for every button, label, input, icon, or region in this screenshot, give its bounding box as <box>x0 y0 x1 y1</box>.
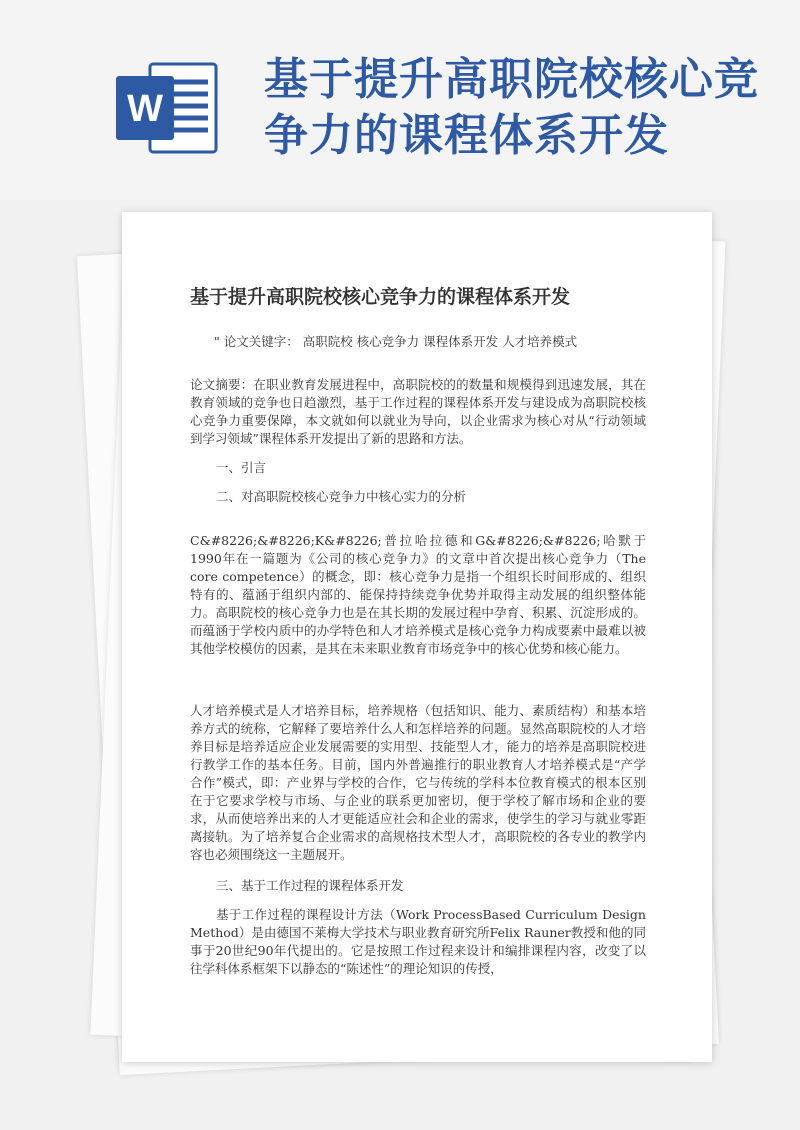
work-process-paragraph: 基于工作过程的课程设计方法（Work ProcessBased Curriculum Design Method）是由德国不莱梅大学技术与职业教育研究所Felix Rauner教授和他的同事于20世纪90年代提出的。它是按照工作过程来设计和编排课程内容，改变了以往学科体系框架下以静态的“陈述性”的理论知识的传授， <box>190 907 646 976</box>
talent-model-paragraph: 人才培养模式是人才培养目标，培养规格（包括知识、能力、素质结构）和基本培养方式的统称，它解释了要培养什么人和怎样培养的问题。显然高职院校的人才培养目标是培养适应企业发展需要的实用型、技能型人才，能力的培养是高职院校进行教学工作的基本任务。目前，国内外普遍推行的职业教育人才培养模式是“产学合作”模式，即：产业界与学校的合作，它与传统的学科本位教育模式的根本区别在于它要求学校与市场、与企业的联系更加密切，便于学校了解市场和企业的要求，从而使培养出来的人才更能适应社会和企业的需求，使学生的学习与就业零距离接轨。为了培养复合企业需求的高规格技术型人才，高职院校的各专业的教学内容也必须围绕这一主题展开。 <box>190 703 646 862</box>
word-document-icon <box>112 58 220 158</box>
keywords-line: " 论文关键字： 高职院校 核心竞争力 课程体系开发 人才培养模式 <box>214 334 578 349</box>
core-competence-paragraph: C&#8226;&#8226;K&#8226;普拉哈拉德和G&#8226;&#8226;哈默于1990年在一篇题为《公司的核心竞争力》的文章中首次提出核心竞争力（The core competence）的概念，即：核心竞争力是指一个组织长时间形成的、组织特有的、蕴涵于组织内部的、能保持持续竞争优势并取得主动发展的组织整体能力。高职院校的核心竞争力也是在其长期的发展过程中孕育、积累、沉淀形成的。而蕴涵于学校内质中的办学特色和人才培养模式是核心竞争力构成要素中最难以被其他学校模仿的因素，是其在未来职业教育市场竞争中的核心优势和核心能力。 <box>190 533 646 656</box>
document-title: 基于提升高职院校核心竞争力的课程体系开发 <box>190 286 571 308</box>
logo-letter: W <box>127 88 163 130</box>
document-page <box>122 212 712 1062</box>
section-heading-introduction: 一、引言 <box>216 460 267 475</box>
abstract-paragraph: 论文摘要：在职业教育发展进程中，高职院校的的数量和规模得到迅速发展，其在教育领域的竞争也日趋激烈，基于工作过程的课程体系开发与建设成为高职院校核心竞争力重要保障，本文就如何以就业为导向，以企业需求为核心对从“行动领域到学习领域”课程体系开发提出了新的思路和方法。 <box>190 377 646 446</box>
section-heading-core-analysis: 二、对高职院校核心竞争力中核心实力的分析 <box>216 489 467 504</box>
banner-title: 基于提升高职院校核心竞争力的课程体系开发 <box>264 54 759 161</box>
section-heading-curriculum: 三、基于工作过程的课程体系开发 <box>216 878 404 893</box>
banner <box>0 0 800 200</box>
